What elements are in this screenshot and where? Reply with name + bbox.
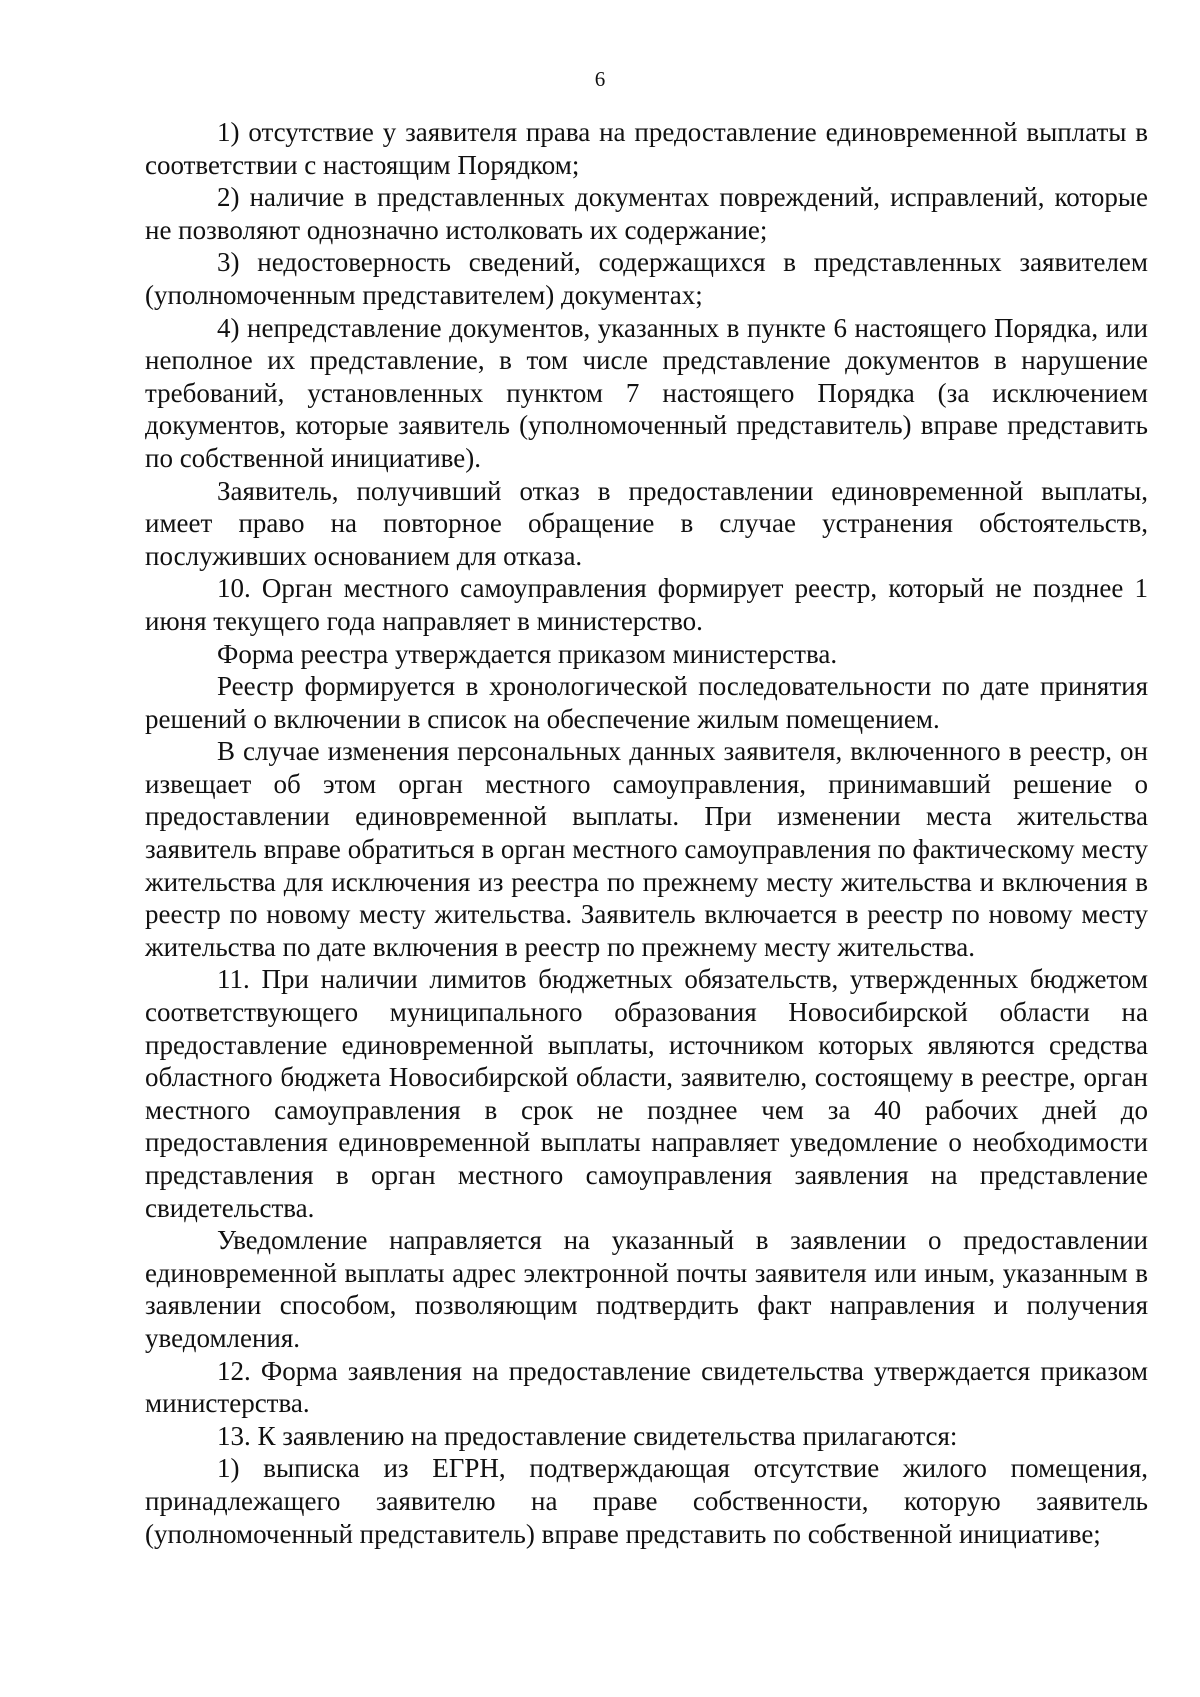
paragraph-refusal-ground-2: 2) наличие в представленных документах повреждений, исправлений, которые не позволяют однозначно истолковать их содержание; [145, 182, 1148, 245]
document-body [145, 116, 1148, 1550]
paragraph-registry-order: Реестр формируется в хронологической последовательности по дате принятия решений о включении в список на обеспечение жилым помещением. [145, 671, 1148, 734]
paragraph-clause-12: 12. Форма заявления на предоставление свидетельства утверждается приказом министерства. [145, 1355, 1148, 1419]
paragraph-personal-data-change: В случае изменения персональных данных заявителя, включенного в реестр, он извещает об этом орган местного самоуправления, принимавший решение о предоставлении единовременной выплаты. При изменении места жительства заявитель вправе обратиться в орган местного самоуправления по фактическому месту жительства для исключения из реестра по прежнему месту жительства и включения в реестр по новому месту жительства. Заявитель включается в реестр по новому месту жительства по дате включения в реестр по прежнему месту жительства. [145, 736, 1148, 962]
paragraph-clause-11: 11. При наличии лимитов бюджетных обязательств, утвержденных бюджетом соответствующего муниципального образования Новосибирской области на предоставление единовременной выплаты, источником которых являются средства областного бюджета Новосибирской области, заявителю, состоящему в реестре, орган местного самоуправления в срок не позднее чем за 40 рабочих дней до предоставления единовременной выплаты направляет уведомление о необходимости представления в орган местного самоуправления заявления на представление свидетельства. [145, 964, 1148, 1223]
paragraph-repeat-application: Заявитель, получивший отказ в предоставлении единовременной выплаты, имеет право на повторное обращение в случае устранения обстоятельств, послуживших основанием для отказа. [145, 475, 1148, 571]
paragraph-refusal-ground-1: 1) отсутствие у заявителя права на предоставление единовременной выплаты в соответствии с настоящим Порядком; [145, 117, 1148, 180]
page-number: 6 [594, 67, 606, 91]
paragraph-refusal-ground-4: 4) непредставление документов, указанных в пункте 6 настоящего Порядка, или неполное их представление, в том числе представление документов в нарушение требований, установленных пунктом 7 настоящего Порядка (за исключением документов, которые заявитель (уполномоченный представитель) вправе представить по собственной инициативе). [145, 312, 1148, 473]
paragraph-clause-10: 10. Орган местного самоуправления формирует реестр, который не позднее 1 июня текущего года направляет в министерство. [145, 573, 1148, 636]
paragraph-clause-13-item-1: 1) выписка из ЕГРН, подтверждающая отсутствие жилого помещения, принадлежащего заявителю на праве собственности, которую заявитель (уполномоченный представитель) вправе представить по собственной инициативе; [145, 1453, 1148, 1549]
paragraph-clause-13: 13. К заявлению на предоставление свидетельства прилагаются: [217, 1420, 958, 1451]
paragraph-refusal-ground-3: 3) недостоверность сведений, содержащихся в представленных заявителем (уполномоченным представителем) документах; [145, 247, 1148, 310]
paragraph-registry-form: Форма реестра утверждается приказом министерства. [217, 638, 838, 669]
paragraph-notification: Уведомление направляется на указанный в заявлении о предоставлении единовременной выплаты адрес электронной почты заявителя или иным, указанным в заявлении способом, позволяющим подтвердить факт направления и получения уведомления. [145, 1225, 1148, 1353]
